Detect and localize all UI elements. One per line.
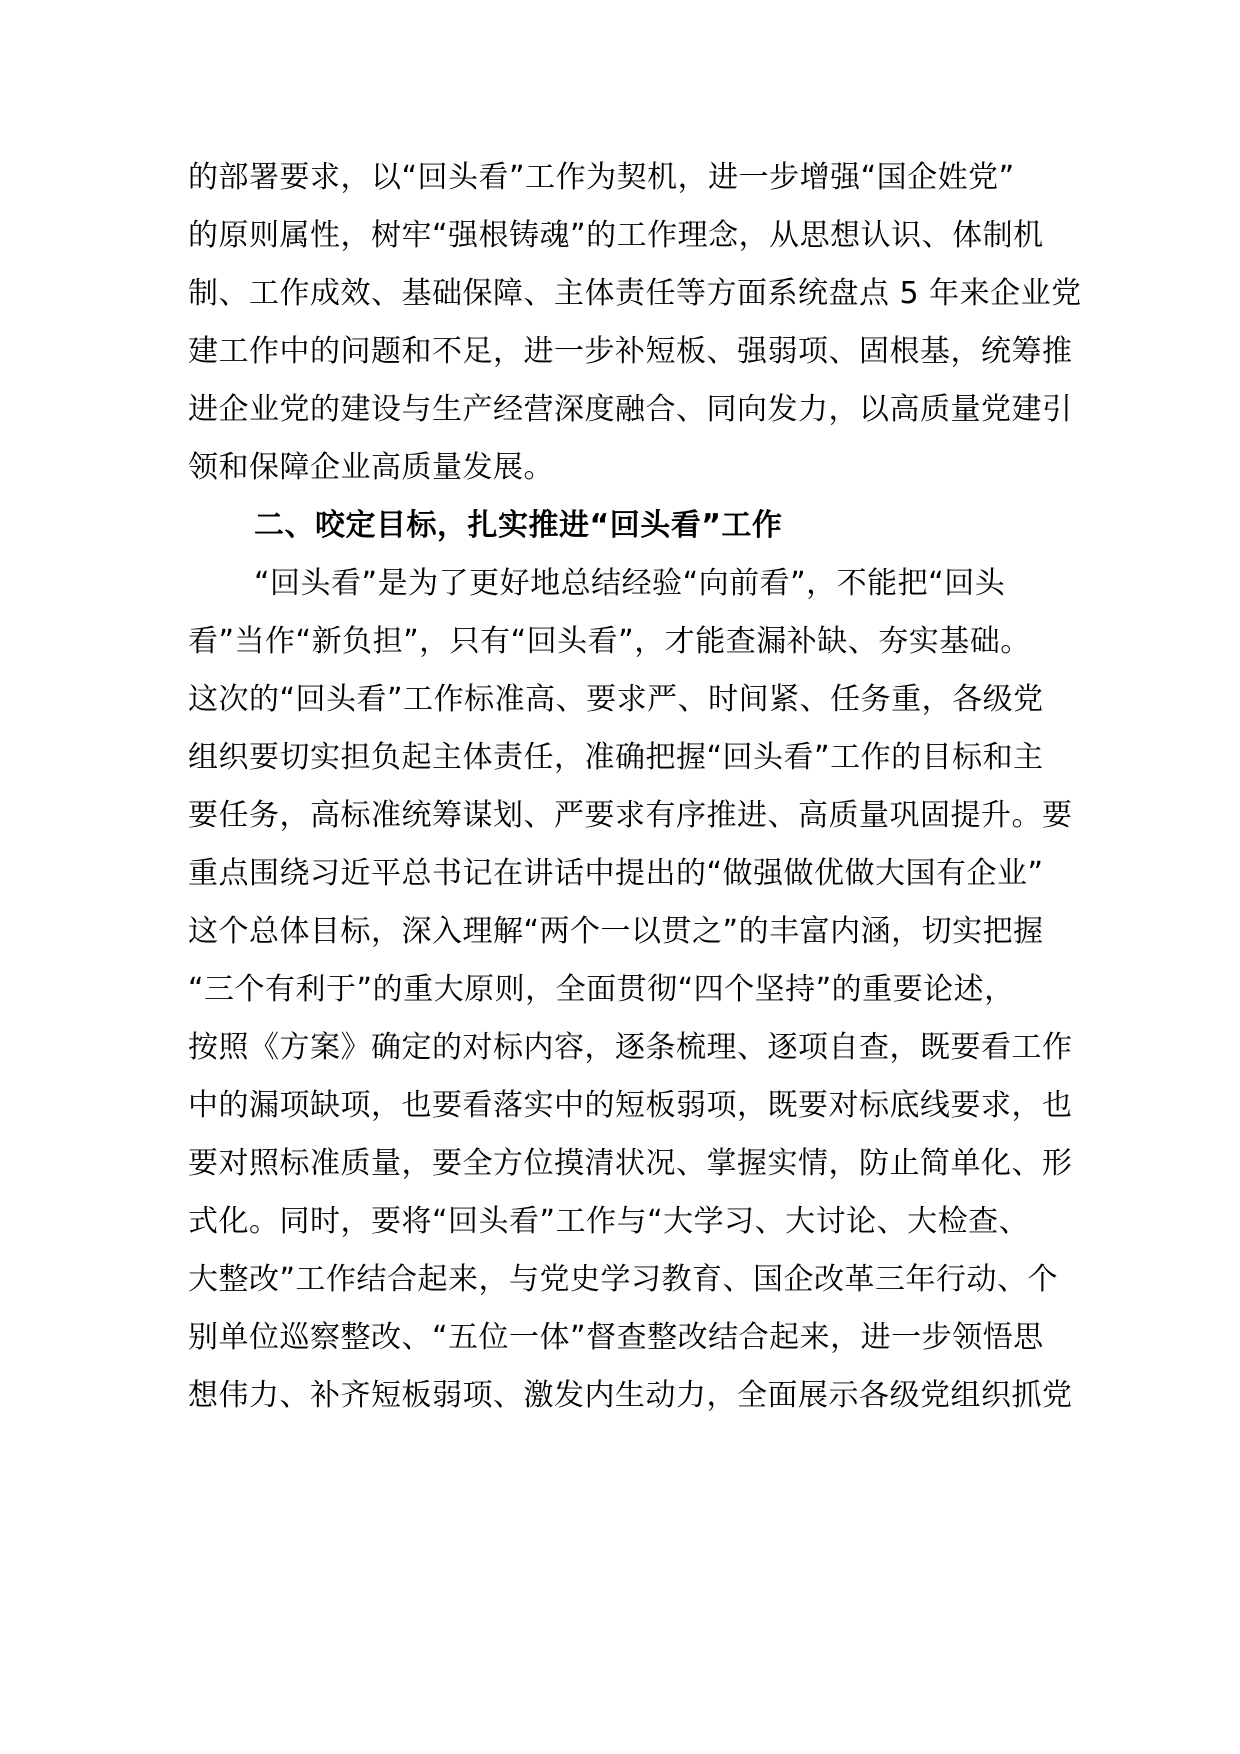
paragraph-line: “三个有利于”的重大原则，全面贯彻“四个坚持”的重要论述，	[188, 972, 1015, 1007]
paragraph-line: 别单位巡察整改、“五位一体”督查整改结合起来，进一步领悟思	[188, 1320, 1044, 1355]
paragraph-line: 中的漏项缺项，也要看落实中的短板弱项，既要对标底线要求，也	[188, 1088, 1073, 1123]
section-heading: 二、咬定目标，扎实推进“回头看”工作	[254, 508, 783, 543]
paragraph-line: 领和保障企业高质量发展。	[188, 450, 554, 485]
paragraph-line: 建工作中的问题和不足，进一步补短板、强弱项、固根基，统筹推	[188, 334, 1073, 369]
paragraph-line: 组织要切实担负起主体责任，准确把握“回头看”工作的目标和主	[188, 740, 1044, 775]
paragraph-line: 要对照标准质量，要全方位摸清状况、掌握实情，防止简单化、形	[188, 1146, 1073, 1181]
paragraph-line: 想伟力、补齐短板弱项、激发内生动力，全面展示各级党组织抓党	[188, 1378, 1073, 1413]
paragraph-line: 式化。同时，要将“回头看”工作与“大学习、大讨论、大检查、	[188, 1204, 1030, 1239]
paragraph-line: 制、工作成效、基础保障、主体责任等方面系统盘点 5 年来企业党	[188, 276, 1082, 311]
paragraph-line: “回头看”是为了更好地总结经验“向前看”，不能把“回头	[254, 566, 1006, 601]
paragraph-line: 的原则属性，树牢“强根铸魂”的工作理念，从思想认识、体制机	[188, 218, 1044, 253]
paragraph-line: 进企业党的建设与生产经营深度融合、同向发力，以高质量党建引	[188, 392, 1073, 427]
paragraph-line: 按照《方案》确定的对标内容，逐条梳理、逐项自查，既要看工作	[188, 1030, 1073, 1065]
paragraph-line: 这个总体目标，深入理解“两个一以贯之”的丰富内涵，切实把握	[188, 914, 1044, 949]
paragraph-line: 要任务，高标准统筹谋划、严要求有序推进、高质量巩固提升。要	[188, 798, 1073, 833]
paragraph-line: 看”当作“新负担”，只有“回头看”，才能查漏补缺、夯实基础。	[188, 624, 1031, 659]
paragraph-line: 大整改”工作结合起来，与党史学习教育、国企改革三年行动、个	[188, 1262, 1059, 1297]
paragraph-line: 重点围绕习近平总书记在讲话中提出的“做强做优做大国有企业”	[188, 856, 1044, 891]
paragraph-line: 这次的“回头看”工作标准高、要求严、时间紧、任务重，各级党	[188, 682, 1044, 717]
paragraph-line: 的部署要求，以“回头看”工作为契机，进一步增强“国企姓党”	[188, 160, 1015, 195]
